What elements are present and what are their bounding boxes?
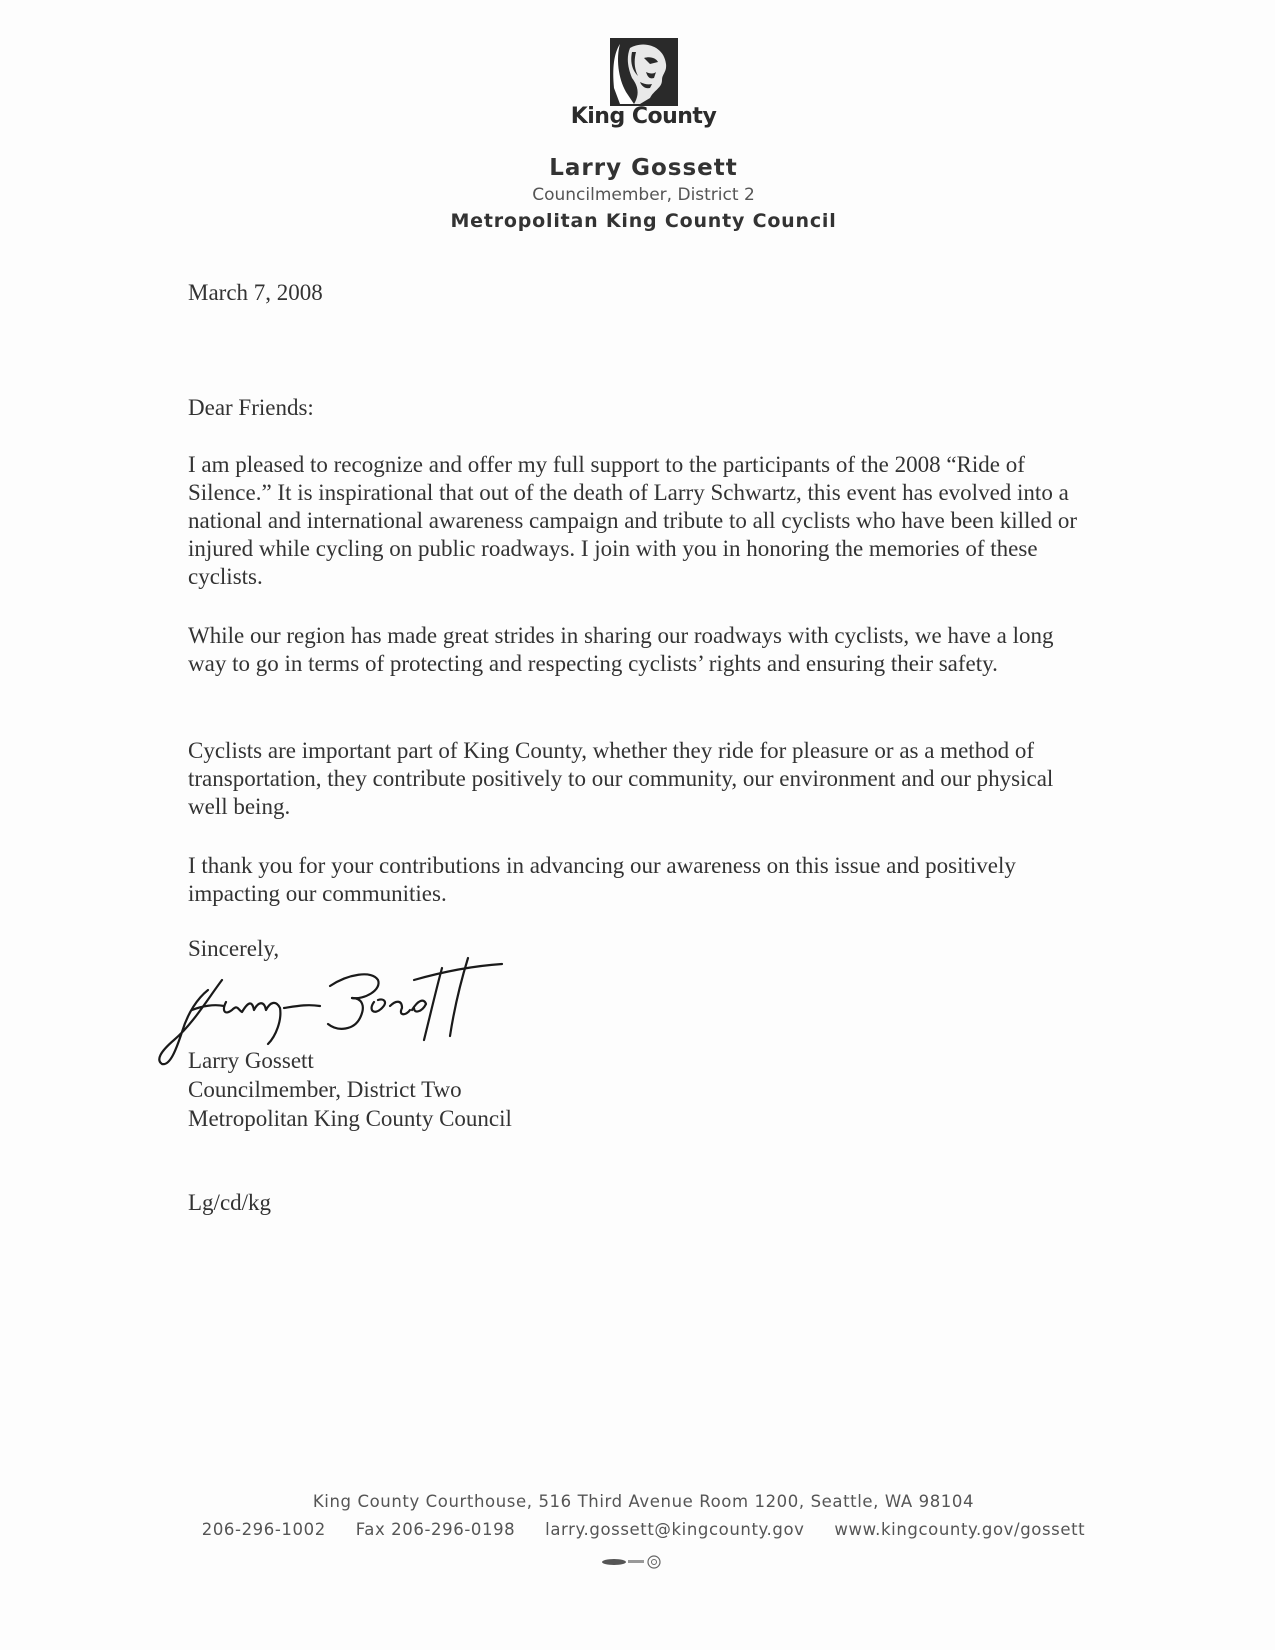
signer-title: Councilmember, District Two: [188, 1077, 462, 1102]
paragraph-2: While our region has made great strides in sharing our roadways with cyclists, we have a long way to go in terms of protecting and respecting cyclists’ rights and ensuring their safety.: [188, 623, 1054, 676]
reference-initials: Lg/cd/kg: [188, 1190, 272, 1215]
paragraph-4: I thank you for your contributions in advancing our awareness on this issue and positively impacting our communities.: [188, 853, 1016, 906]
footer-address: King County Courthouse, 516 Third Avenue Room 1200, Seattle, WA 98104: [312, 1492, 975, 1511]
closing: Sincerely,: [188, 936, 280, 961]
letterhead-name: Larry Gossett: [549, 155, 738, 181]
signer-council: Metropolitan King County Council: [188, 1106, 512, 1131]
salutation: Dear Friends:: [188, 395, 314, 420]
footer-phone: 206-296-1002: [201, 1520, 326, 1539]
paragraph-1: I am pleased to recognize and offer my full support to the participants of the 2008 “Ride of Silence.” It is inspirational that out of the death of Larry Schwartz, this event has evolved into a national and international awareness campaign and tribute to all cyclists who have been killed or injured while cycling on public roadways. I join with you in honoring the memories of these cyclists.: [188, 452, 1078, 589]
letter-date: March 7, 2008: [188, 280, 323, 305]
footer-contacts: [0, 1520, 1275, 1539]
logo-wordmark: King County: [570, 104, 717, 129]
signer-block: [188, 1046, 512, 1133]
letterhead-title: Councilmember, District 2: [532, 185, 755, 205]
letterhead-council: Metropolitan King County Council: [450, 210, 837, 232]
union-bug-icon: [590, 1554, 670, 1570]
footer-fax: Fax 206-296-0198: [355, 1520, 516, 1539]
footer-website[interactable]: www.kingcounty.gov/gossett: [834, 1520, 1086, 1539]
footer-email[interactable]: larry.gossett@kingcounty.gov: [545, 1520, 805, 1539]
paragraph-3: Cyclists are important part of King County, whether they ride for pleasure or as a method of transportation, they contribute positively to our community, our environment and our physical well being.: [188, 738, 1054, 819]
signer-name: Larry Gossett: [188, 1048, 314, 1073]
king-county-logo-icon: [610, 38, 678, 106]
